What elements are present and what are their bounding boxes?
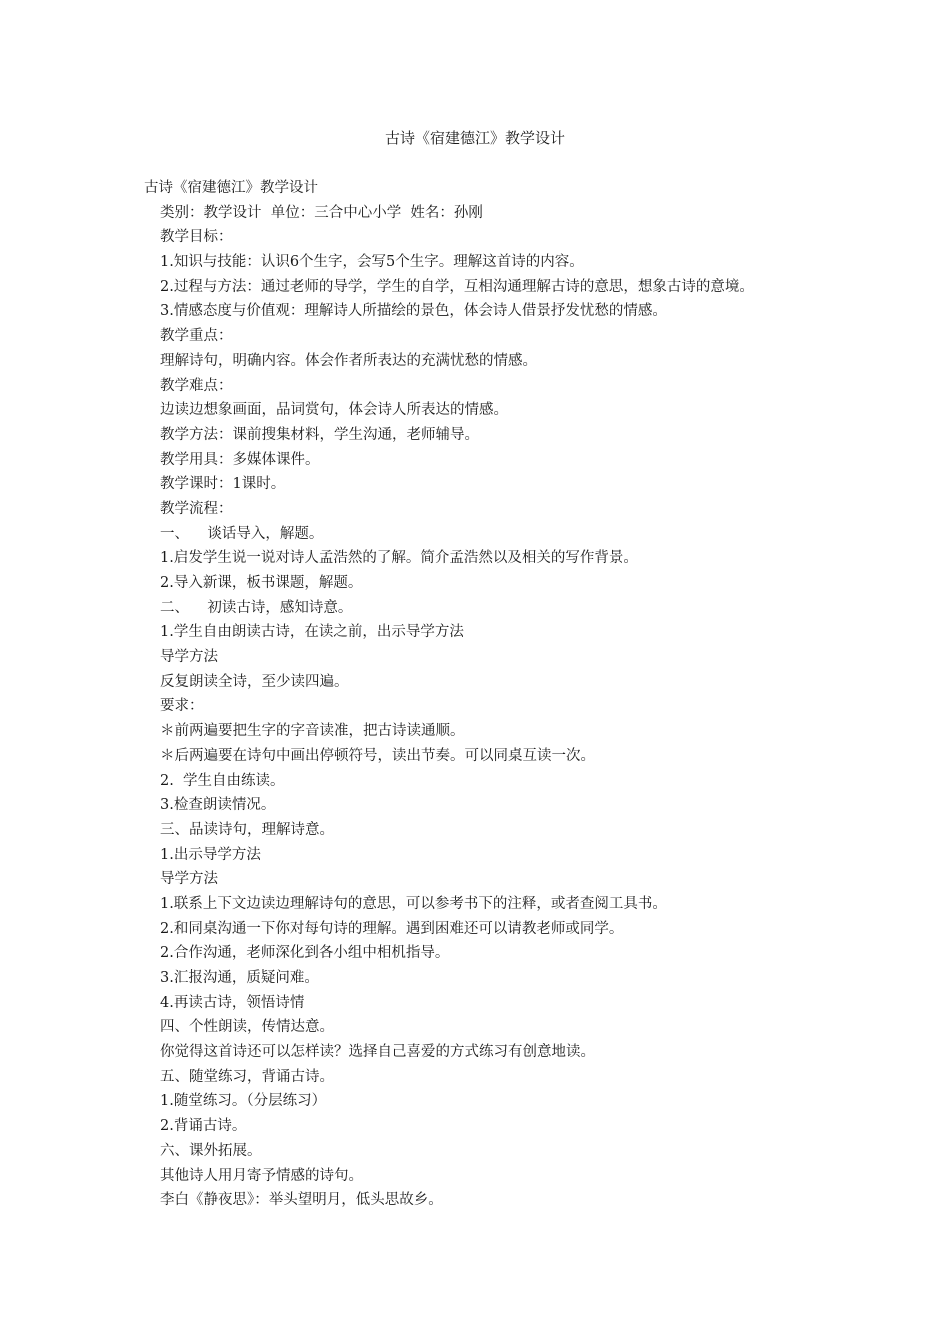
paragraph-line: 教学用具：多媒体课件。 (160, 451, 320, 468)
section-label-difficulty: 教学难点： (160, 377, 233, 394)
paragraph-line: 1.随堂练习。（分层练习） (160, 1093, 327, 1110)
paragraph-line: 2.和同桌沟通一下你对每句诗的理解。遇到困难还可以请教老师或同学。 (160, 920, 624, 937)
page-title: 古诗《宿建德江》教学设计 (384, 129, 565, 147)
paragraph-line: 2.过程与方法：通过老师的导学，学生的自学，互相沟通理解古诗的意思，想象古诗的意境。 (160, 278, 754, 295)
paragraph-line: 导学方法 (160, 649, 218, 666)
paragraph-line: 4.再读古诗，领悟诗情 (160, 994, 305, 1011)
bullet-line: ＊前两遍要把生字的字音读准，把古诗读通顺。 (160, 723, 465, 740)
section-label-focus: 教学重点： (160, 328, 233, 345)
paragraph-line: 1.出示导学方法 (160, 846, 261, 863)
paragraph-line: 1.联系上下文边读边理解诗句的意思，可以参考书下的注释，或者查阅工具书。 (160, 895, 667, 912)
meta-line: 类别：教学设计 单位：三合中心小学 姓名：孙刚 (160, 204, 483, 221)
paragraph-line: 3.情感态度与价值观：理解诗人所描绘的景色，体会诗人借景抒发忧愁的情感。 (160, 303, 667, 320)
paragraph-line: 教学课时：1课时。 (160, 476, 286, 493)
paragraph-line: 1.学生自由朗读古诗，在读之前，出示导学方法 (160, 624, 464, 641)
bullet-line: ＊后两遍要在诗句中画出停顿符号，读出节奏。可以同桌互读一次。 (160, 747, 595, 764)
step-heading: 三、品读诗句，理解诗意。 (160, 821, 334, 838)
paragraph-line: 2.合作沟通，老师深化到各小组中相机指导。 (160, 945, 450, 962)
body-heading: 古诗《宿建德江》教学设计 (144, 180, 318, 196)
step-heading: 六、课外拓展。 (160, 1142, 262, 1159)
paragraph-line: 要求： (160, 698, 204, 715)
paragraph-line: 1.启发学生说一说对诗人孟浩然的了解。简介孟浩然以及相关的写作背景。 (160, 550, 638, 567)
paragraph-line: 你觉得这首诗还可以怎样读？选择自己喜爱的方式练习有创意地读。 (160, 1044, 595, 1061)
paragraph-line: 3.汇报沟通，质疑问难。 (160, 970, 319, 986)
paragraph-line: 边读边想象画面，品词赏句，体会诗人所表达的情感。 (160, 402, 508, 419)
paragraph-line: 2.导入新课，板书课题，解题。 (160, 575, 363, 591)
step-heading: 二、 初读古诗，感知诗意。 (160, 599, 353, 616)
paragraph-line: 教学方法：课前搜集材料，学生沟通，老师辅导。 (160, 426, 479, 443)
paragraph-line: 3.检查朗读情况。 (160, 797, 276, 814)
step-heading: 五、随堂练习，背诵古诗。 (160, 1068, 334, 1085)
section-label-goals: 教学目标： (160, 229, 233, 246)
section-label-process: 教学流程： (160, 500, 233, 517)
paragraph-line: 其他诗人用月寄予情感的诗句。 (160, 1167, 363, 1184)
step-heading: 一、 谈话导入，解题。 (160, 525, 324, 542)
step-heading: 四、个性朗读，传情达意。 (160, 1019, 334, 1036)
paragraph-line: 反复朗读全诗，至少读四遍。 (160, 673, 349, 690)
paragraph-line: 2. 学生自由练读。 (160, 772, 285, 789)
paragraph-line: 2.背诵古诗。 (160, 1118, 247, 1135)
paragraph-line: 导学方法 (160, 871, 218, 888)
paragraph-line: 李白《静夜思》：举头望明月，低头思故乡。 (160, 1192, 443, 1209)
paragraph-line: 1.知识与技能：认识6个生字，会写5个生字。理解这首诗的内容。 (160, 254, 584, 271)
document-body (144, 176, 860, 1213)
paragraph-line: 理解诗句，明确内容。体会作者所表达的充满忧愁的情感。 (160, 352, 537, 369)
